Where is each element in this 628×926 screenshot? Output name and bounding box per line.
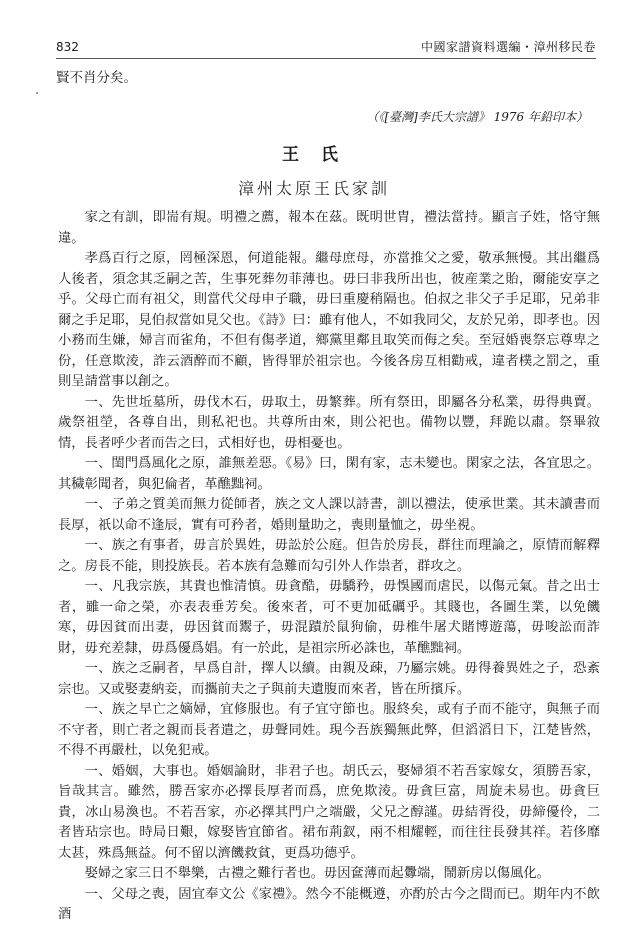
- margin-mark: [36, 92, 38, 94]
- source-citation: （《[臺灣]李氏大宗譜》 1976 年鉛印本）: [366, 110, 588, 124]
- paragraph: 一、族之早亡之嫡婦，宜修服也。有子宜守節也。服終矣，或有子而不能守，與無子而不守者，則亡者之親而長者遣之，毋聲同姓。現今吾族獨無此弊，但滔滔日下，江楚皆然，不得不再嚴杜，以免犯戒。: [58, 702, 600, 758]
- running-head: 中國家譜資料選編・漳州移民卷: [420, 40, 596, 54]
- document-title: 漳州太原王氏家訓: [237, 179, 390, 198]
- paragraph: 一、父母之喪，固宜奉文公《家禮》。然今不能概遵，亦酌於古今之間而已。期年内不飲酒: [58, 886, 600, 922]
- paragraph: 家之有訓，即耑有規。明禮之薦，報本在茲。既明世胄，禮法當持。顯言子姓，恪守無違。: [58, 210, 600, 246]
- paragraph: 一、先世坵墓所，毋伐木石，毋取土，毋繁葬。所有祭田，即屬各分私業，毋得典賣。歲祭祖塋，各尊自出，則私祀也。共尊所由來，則公祀也。備物以豐，拜跪以肅。祭畢敘情，長者呼少者而告之曰，式相好也，毋相憂也。: [58, 394, 600, 451]
- paragraph: 娶婦之家三日不舉樂，古禮之難行者也。毋因奩薄而起釁端，鬧新房以傷風化。: [84, 866, 550, 881]
- paragraph: 一、凡我宗族，其貴也惟清慎。毋貪酷，毋驕矜，毋悞國而虐民，以傷元氣。昔之出士者，雖一命之榮，亦表表垂芳矣。後來者，可不更加砥礪乎。其賤也，各圖生業，以免饑寒，毋因貧而出妻，毋因貧而鬻子，毋混蹟於鼠狗偷，毋椎牛屠犬賭博遊蕩，毋唆訟而詐財，毋充差隸，毋爲優爲娼。有一於此，是祖宗所必誅也，革醮黜祠。: [58, 579, 600, 656]
- page-header: [56, 38, 596, 56]
- paragraph: 一、閨門爲風化之原，誰無差惡。《易》曰，閑有家，志未變也。閑家之法，各宜思之。其穢彰聞者，與犯倫者，革醮黜祠。: [58, 456, 600, 492]
- paragraph: 一、婚姻，大事也。婚姻論財，非君子也。胡氏云，娶婦須不若吾家嫁女，須勝吾家，旨哉其言。雖然，勝吾家亦必擇長厚者而爲，庶免欺淩。毋貪巨富，周旋未易也。毋貪巨貴，冰山易渙也。不若吾家，亦必擇其門户之端嚴，父兄之醇謹。毋結胥役，毋締優伶，二者皆玷宗也。時局日艱，嫁娶皆宜節省。裙布荊釵，兩不相耀輕，而往往長發其祥。若侈靡太甚，殊爲無益。何不留以濟饑救貧，更爲功德乎。: [58, 763, 600, 861]
- paragraph: 一、子弟之質美而無力從師者，族之文人課以詩書，訓以禮法，使承世業。其未讀書而長厚，祇以命不逢辰，實有可矜者，婚則量助之，喪則量恤之，毋坐視。: [58, 497, 600, 533]
- paragraph: 一、族之乏嗣者，早爲自計，擇人以續。由親及疎，乃屬宗姚。毋得養異姓之子，恐紊宗也。又或娶妻納妾，而攜前夫之子與前夫遺腹而來者，皆在所擯斥。: [58, 661, 600, 697]
- paragraph: 孝爲百行之原，罔極深恩，何道能報。繼母庶母，亦當推父之愛，敬承無慢。其出繼爲人後者，須念其乏嗣之苦，生事死葬勿菲薄也。毋曰非我所出也，彼産業之貽，爾能安享之乎。父母亡而有祖父，則當代父母申子職，毋曰重慶稍隔也。伯叔之非父子手足耶，兄弟非爾之手足耶，見伯叔當如見父也。《詩》曰：雖有他人，不如我同父，友於兄弟，即孝也。因小務而生嫌，婦言而雀角，不但有傷孝道，鄉黨里鄰且取笑而侮之矣。至冠婚喪祭忘尊卑之份，任意欺淩，詐云酒醉而不顧，皆得罪於祖宗也。今後各房互相勸戒，違者樸之罰之，重則呈請當事以創之。: [58, 251, 600, 389]
- section-title: 王 氏: [282, 145, 346, 165]
- page-number: 832: [56, 40, 79, 54]
- continued-text: 賢不肖分矣。: [56, 70, 137, 86]
- body-text: [58, 208, 600, 926]
- header-rule: [56, 58, 596, 59]
- paragraph: 一、族之有事者，毋言於異姓，毋訟於公庭。但告於房長，群往而理論之，原情而解釋之。房長不能，則投族長。若本族有急難而勾引外人作祟者，群攻之。: [58, 538, 600, 574]
